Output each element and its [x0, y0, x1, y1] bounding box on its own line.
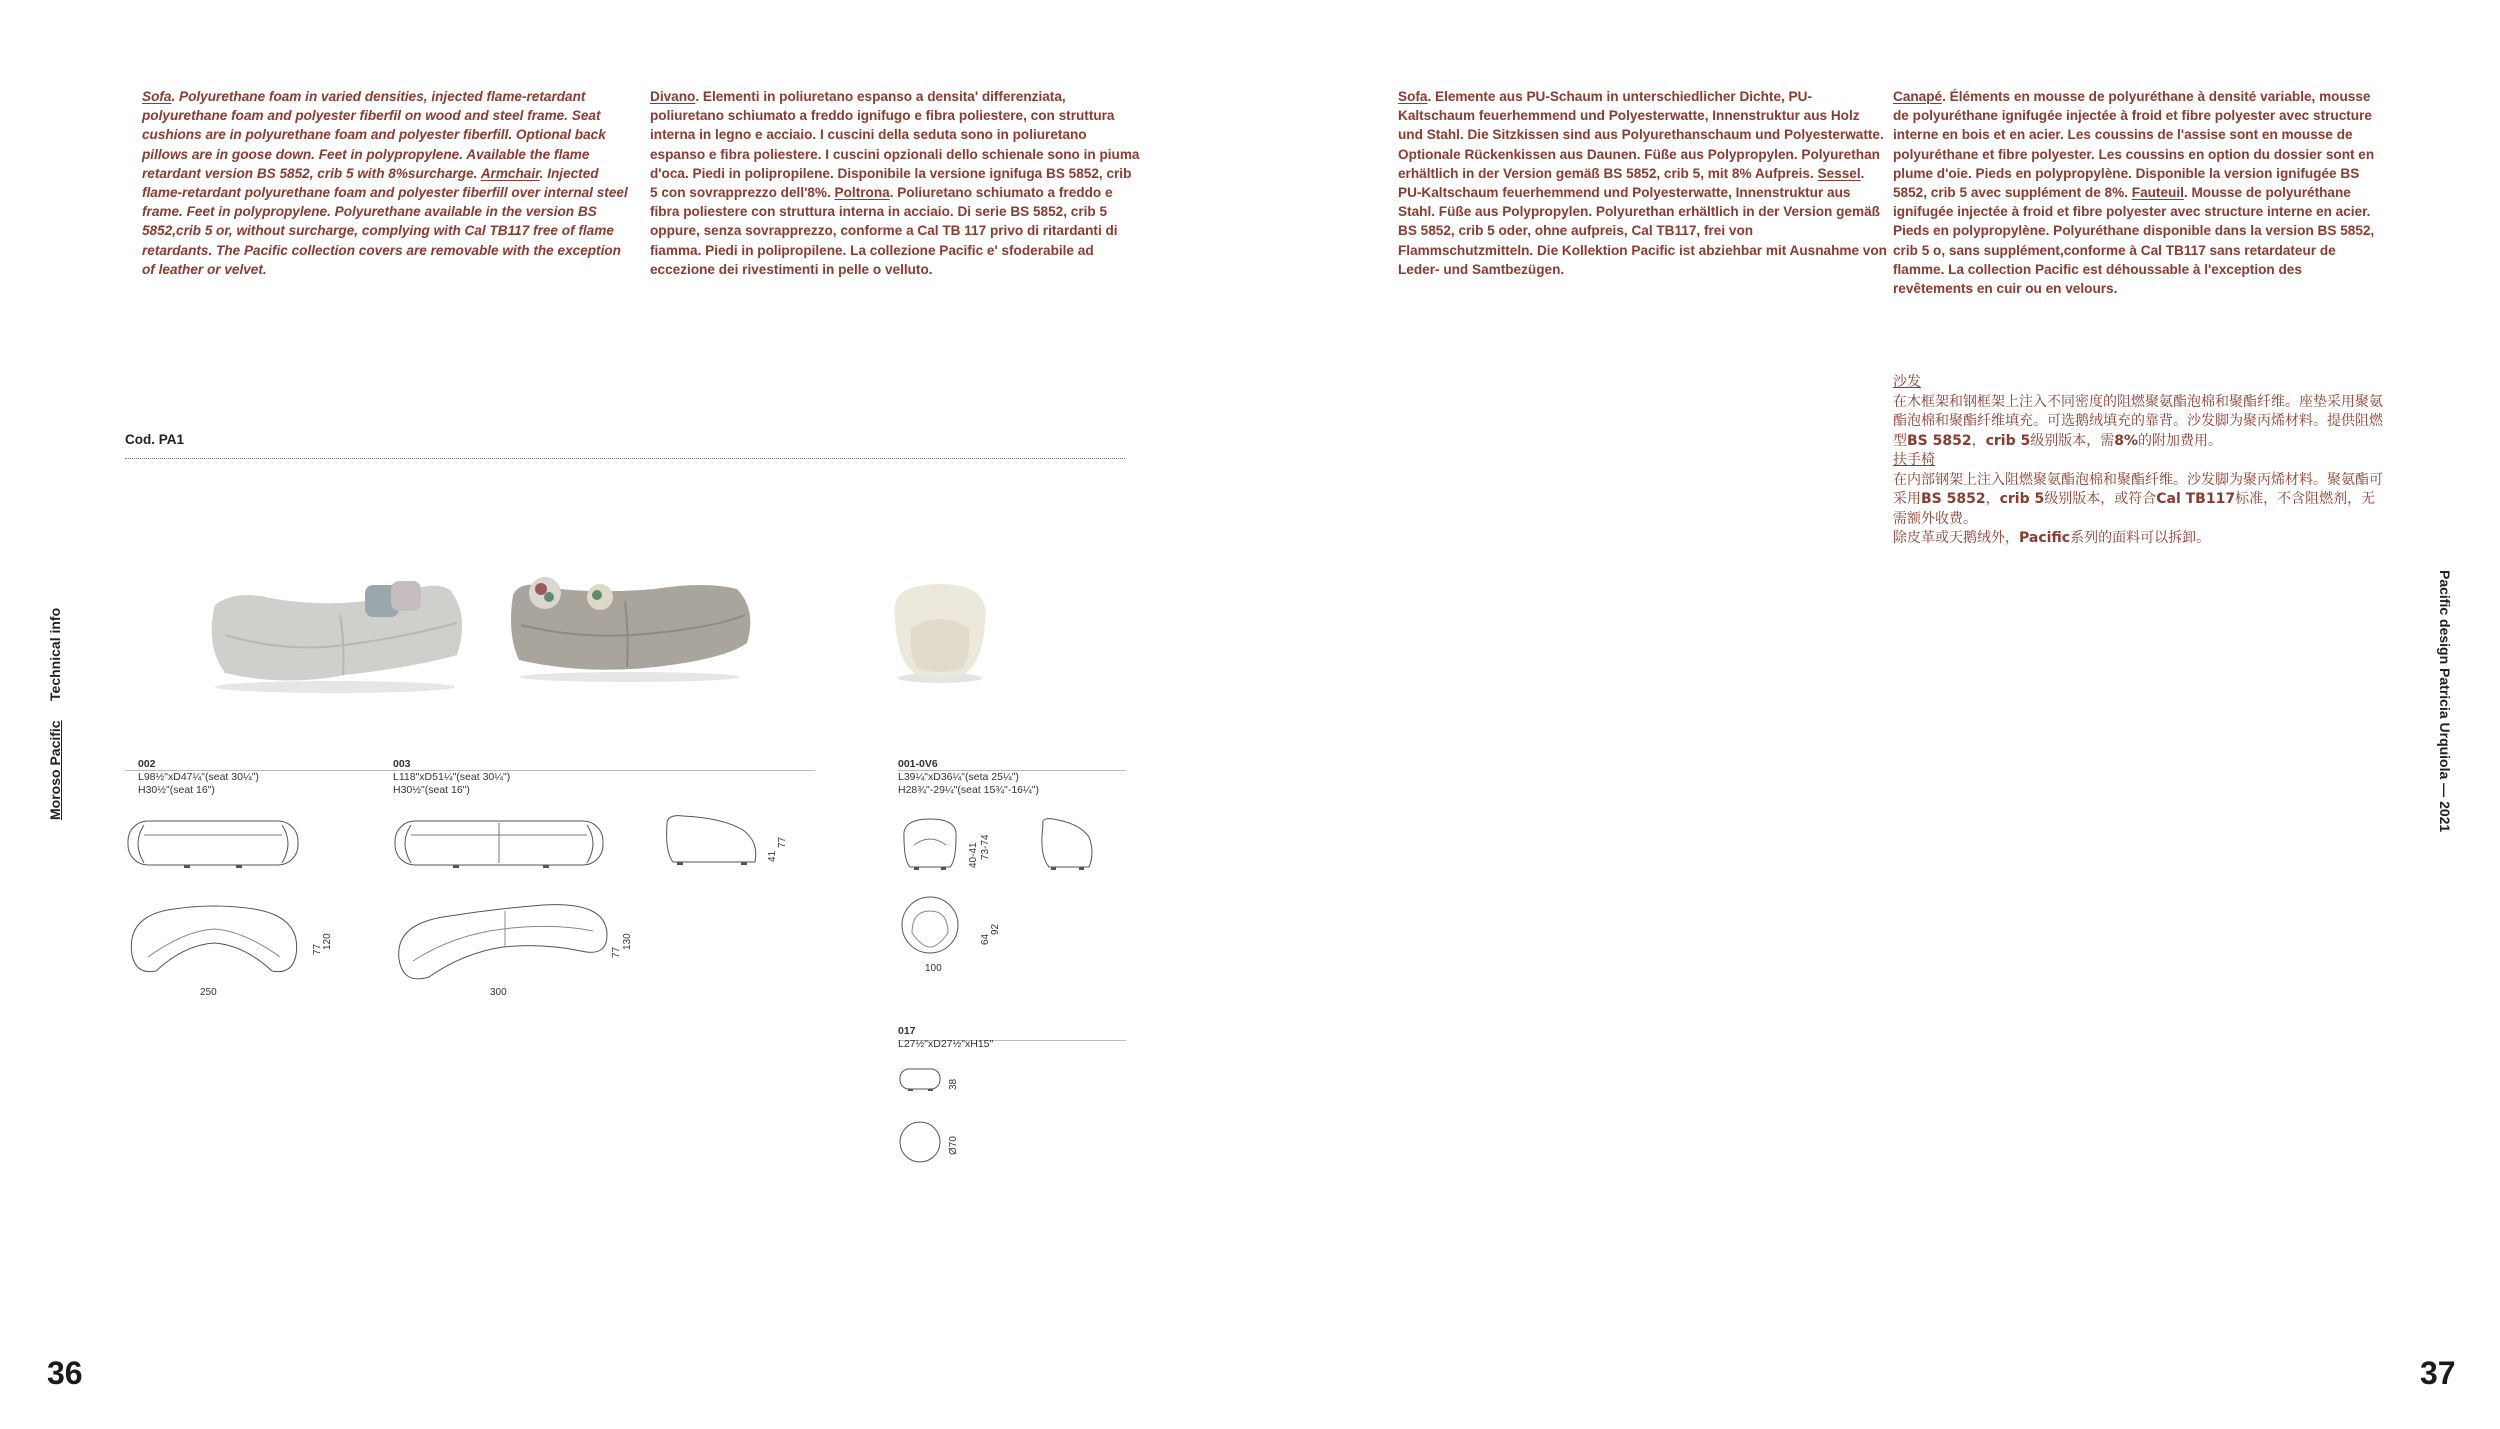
de-armchair-text: . PU-Kaltschaum feuerhemmend und Polyesterwatte, Innenstruktur aus Stahl. Füße aus Polypropylen. Polyurethan erhältlich in der Version gemäß BS 5852, crib 5 oder, ohne aufpreis, Cal TB117, frei von Flammschutzmitteln. Die Kollektion Pacific ist abziehbar mit Ausnahme von Leder- und Samtbezügen. — [1398, 165, 1887, 277]
side-label-brand: Moroso Pacific — [47, 720, 63, 820]
product-002-code: 002 — [138, 758, 156, 770]
product-017-code: 017 — [898, 1025, 916, 1037]
page-number-right: 37 — [2420, 1355, 2456, 1391]
side-label-right: Pacific design Patricia Urquiola — 2021 — [2437, 570, 2453, 833]
zh-armchair-title: 扶手椅 — [1893, 452, 1935, 468]
product-001-height2: 73-74 — [980, 834, 991, 860]
product-003-dims1: L118"xD51¼"(seat 30¼") — [393, 771, 511, 783]
text-french — [1893, 87, 2383, 298]
fr-sofa-label: Canapé — [1893, 89, 1943, 104]
sofa-003-photo — [505, 575, 755, 685]
product-003-side-h1: 41 — [767, 850, 778, 862]
text-chinese — [1893, 373, 2383, 549]
text-italian — [650, 87, 1140, 279]
it-armchair-label: Poltrona — [834, 185, 890, 201]
fr-armchair-label: Fauteuil — [2131, 185, 2184, 201]
armchair-side-drawing — [1035, 815, 1100, 875]
product-001-code: 001-0V6 — [898, 758, 938, 770]
product-003-dims2: H30½"(seat 16") — [393, 784, 470, 796]
zh-sofa-title: 沙发 — [1893, 374, 1921, 390]
product-001-info — [898, 758, 1039, 797]
product-003-depth1: 77 — [611, 946, 622, 958]
fr-sofa-text: . Éléments en mousse de polyuréthane à densité variable, mousse de polyuréthane ignifugée injectée à froid et fibre polyester avec structure interne en bois et en acier. Les coussins de l'assise sont en mousse de polyuréthane et fibre polyester. Les coussins en option du dossier sont en plume d'oie. Pieds en polypropylène. Disponible la version ignifugée BS 5852, crib 5 avec supplément de 8%. — [1893, 89, 2375, 201]
zh-sofa-text: 在木框架和钢框架上注入不同密度的阻燃聚氨酯泡棉和聚酯纤维。座垫采用聚氨酯泡棉和聚酯纤维填充。可选鹅绒填充的靠背。沙发脚为聚丙烯材料。提供阻燃型BS 5852，crib 5级别版本，需8%的附加费用。 — [1893, 393, 2383, 449]
sofa-002-top-drawing — [124, 895, 304, 995]
product-003-width: 300 — [490, 987, 507, 998]
product-002-info — [138, 758, 259, 797]
page-number-left: 36 — [47, 1355, 83, 1391]
de-armchair-label: Sessel — [1817, 165, 1861, 181]
product-003-side-h2: 77 — [777, 836, 788, 848]
sofa-002-photo — [195, 575, 475, 695]
product-017-height: 38 — [948, 1078, 959, 1090]
product-code: Cod. PA1 — [125, 432, 185, 447]
armchair-front-drawing — [898, 815, 963, 875]
sofa-003-side-drawing — [663, 812, 763, 872]
en-armchair-label: Armchair — [480, 165, 540, 181]
sofa-003-top-drawing — [393, 895, 613, 995]
it-armchair-text: . Poliuretano schiumato a freddo e fibra poliestere con struttura interna in acciaio. Di serie BS 5852, crib 5 oppure, senza sovrapprezzo, conforme a Cal TB 117 privo di ritardanti di fiamma. Piedi in polipropilene. La collezione Pacific e' sfoderabile ad eccezione dei rivestimenti in pelle o velluto. — [650, 185, 1118, 277]
pouf-top-drawing — [898, 1120, 943, 1165]
it-sofa-text: . Elementi in poliuretano espanso a densita' differenziata, poliuretano schiumato a freddo ignifugo e fibra poliestere, con struttura interna in legno e acciaio. I cuscini della seduta sono in poliuretano espanso e fibra poliestere. I cuscini opzionali dello schienale sono in piuma d'oca. Piedi in polipropilene. Disponibile la versione ignifuga BS 5852, crib 5 con sovrapprezzo dell'8%. — [650, 89, 1140, 201]
product-001-depth2: 92 — [990, 923, 1001, 935]
product-001-height1: 40-41 — [968, 842, 979, 868]
zh-armchair-text: 在内部钢架上注入阻燃聚氨酯泡棉和聚酯纤维。沙发脚为聚丙烯材料。聚氨酯可采用BS 5852，crib 5级别版本，或符合Cal TB117标准，不含阻燃剂，无需额外收费。 — [1893, 471, 2383, 527]
product-001-depth1: 64 — [980, 933, 991, 945]
de-sofa-label: Sofa — [1398, 89, 1428, 104]
product-003-depth2: 130 — [622, 933, 633, 950]
product-002-depth1: 77 — [312, 943, 323, 955]
product-003-info — [393, 758, 510, 797]
de-sofa-text: . Elemente aus PU-Schaum in unterschiedlicher Dichte, PU-Kaltschaum feuerhemmend und Polyesterwatte, Innenstruktur aus Holz und Stahl. Die Sitzkissen sind aus Polyurethanschaum und Polyesterwatte. Optionale Rückenkissen aus Daunen. Füße aus Polypropylen. Polyurethan erhältlich in der Version gemäß BS 5852, crib 5, mit 8% Aufpreis. — [1398, 89, 1884, 181]
side-label-section: Technical info — [47, 607, 63, 701]
en-sofa-text: . Polyurethane foam in varied densities, injected flame-retardant polyurethane foam and polyester fiberfil on wood and steel frame. Seat cushions are in polyurethane foam and polyester fiberfill. Optional back pillows are in goose down. Feet in polypropylene. Available the flame retardant version BS 5852, crib 5 with 8%surcharge. — [142, 89, 606, 181]
fr-armchair-text: . Mousse de polyuréthane ignifugée injectée à froid et fibre polyester avec structure interne en acier. Pieds en polypropylène. Polyuréthane disponible dans la version BS 5852, crib 5 o, sans supplément,conforme à Cal TB117 sans retardateur de flamme. La collection Pacific est déhoussable à l'exception des revêtements en cuir ou en velours. — [1893, 185, 2375, 297]
text-english — [142, 87, 632, 279]
it-sofa-label: Divano — [650, 89, 696, 104]
armchair-top-drawing — [898, 893, 963, 958]
text-german — [1398, 87, 1888, 279]
pouf-front-drawing — [898, 1065, 943, 1095]
product-017-info — [898, 1025, 993, 1051]
product-017-dims: L27½"xD27½"xH15" — [898, 1038, 994, 1050]
sofa-003-front-drawing — [393, 815, 608, 875]
product-001-dims2: H28¾"-29¼"(seat 15¾"-16¼") — [898, 784, 1039, 796]
product-001-width: 100 — [925, 963, 942, 974]
product-017-diameter: Ø70 — [948, 1136, 959, 1155]
zh-cover-text: 除皮革或天鹅绒外，Pacific系列的面料可以拆卸。 — [1893, 530, 2211, 546]
product-002-dims2: H30½"(seat 16") — [138, 784, 215, 796]
product-003-code: 003 — [393, 758, 411, 770]
dotted-divider — [125, 458, 1125, 459]
product-001-dims1: L39¼"xD36¼"(seta 25¼") — [898, 771, 1019, 783]
product-002-dims1: L98½"xD47¼"(seat 30¼") — [138, 771, 259, 783]
product-002-width: 250 — [200, 987, 217, 998]
armchair-001-photo — [885, 580, 995, 685]
side-label-left — [47, 608, 63, 820]
en-armchair-text: . Injected flame-retardant polyurethane foam and polyester fiberfill over internal steel frame. Feet in polypropylene. Polyurethane available in the version BS 5852,crib 5 or, without surcharge, complying with Cal TB117 free of flame retardants. The Pacific collection covers are removable with the exception of leather or velvet. — [142, 165, 628, 277]
sofa-002-front-drawing — [124, 815, 304, 875]
en-sofa-label: Sofa — [142, 89, 172, 104]
product-002-depth2: 120 — [322, 933, 333, 950]
